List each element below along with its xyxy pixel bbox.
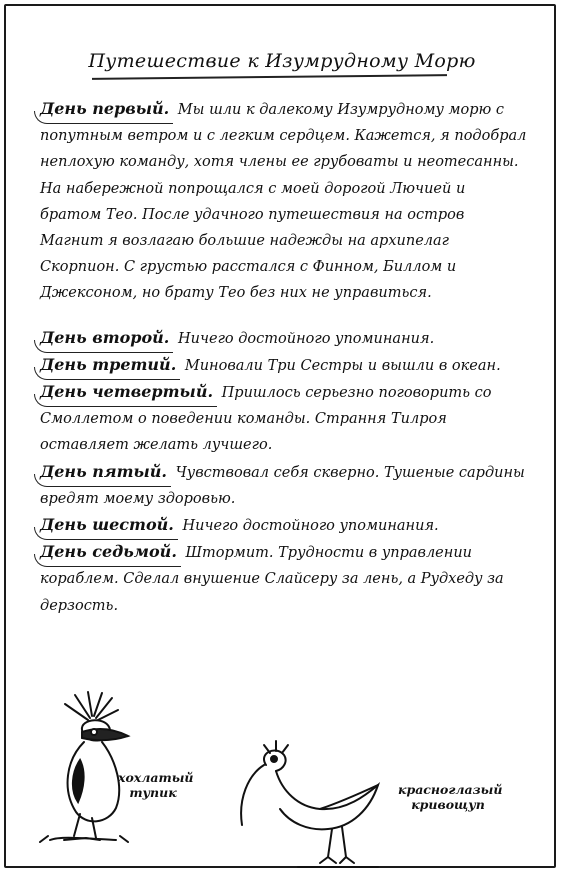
- entry-text: Чувствовал себя скверно. Тушеные сардины вредят моему здоровью.: [40, 464, 525, 507]
- caption-line: тупик: [129, 785, 177, 800]
- entry-day-5: [40, 459, 530, 512]
- entry-text: Ничего достойного упоминания.: [177, 330, 435, 347]
- entry-day-1: [40, 96, 530, 307]
- entry-day-4: [40, 379, 530, 459]
- entry-day-label: День четвертый.: [40, 379, 213, 405]
- entry-text: Пришлось серьезно поговорить со Смоллетом о поведении команды. Страння Тилроя оставляет желать лучшего.: [40, 385, 492, 454]
- page-title: Путешествие к Изумрудному Морю: [88, 50, 476, 72]
- illustrations: [0, 690, 564, 860]
- entry-day-label: День шестой.: [40, 512, 174, 538]
- entry-day-label: День пятый.: [40, 459, 167, 485]
- bird-caption: [398, 782, 503, 812]
- entry-text: Мы шли к далекому Изумрудному морю с попутным ветром и с легким сердцем. Кажется, я подобрал неплохую команду, хотя члены ее грубоваты и неотесанны. На набережной попрощался с моей дорогой Лючией и братом Тео. После удачного путешествия на остров Магнит я возлагаю большие надежды на архипелаг Скорпион. С грустью расстался с Финном, Биллом и Джексоном, но брату Тео без них не управиться.: [40, 102, 527, 302]
- bird-illustration: [228, 735, 408, 875]
- entry-day-6: [40, 512, 530, 539]
- entry-day-label: День третий.: [40, 352, 176, 378]
- caption-line: хохлатый: [118, 770, 194, 785]
- caption-line: красноглазый: [398, 782, 503, 797]
- entry-day-3: [40, 352, 530, 379]
- entry-day-7: [40, 539, 530, 619]
- entry-day-label: День первый.: [40, 96, 169, 122]
- entry-text: Штормит. Трудности в управлении кораблем. Сделал внушение Слайсеру за лень, а Рудхеду за дерзость.: [40, 545, 504, 614]
- entry-text: Миновали Три Сестры и вышли в океан.: [184, 357, 501, 374]
- entry-day-2: [40, 325, 530, 352]
- entry-text: Ничего достойного упоминания.: [182, 518, 439, 535]
- caption-line: кривощуп: [411, 797, 485, 812]
- puffin-caption: [118, 770, 194, 800]
- entry-day-label: День седьмой.: [40, 539, 177, 565]
- entry-day-label: День второй.: [40, 325, 169, 351]
- journal-entries: [40, 96, 530, 619]
